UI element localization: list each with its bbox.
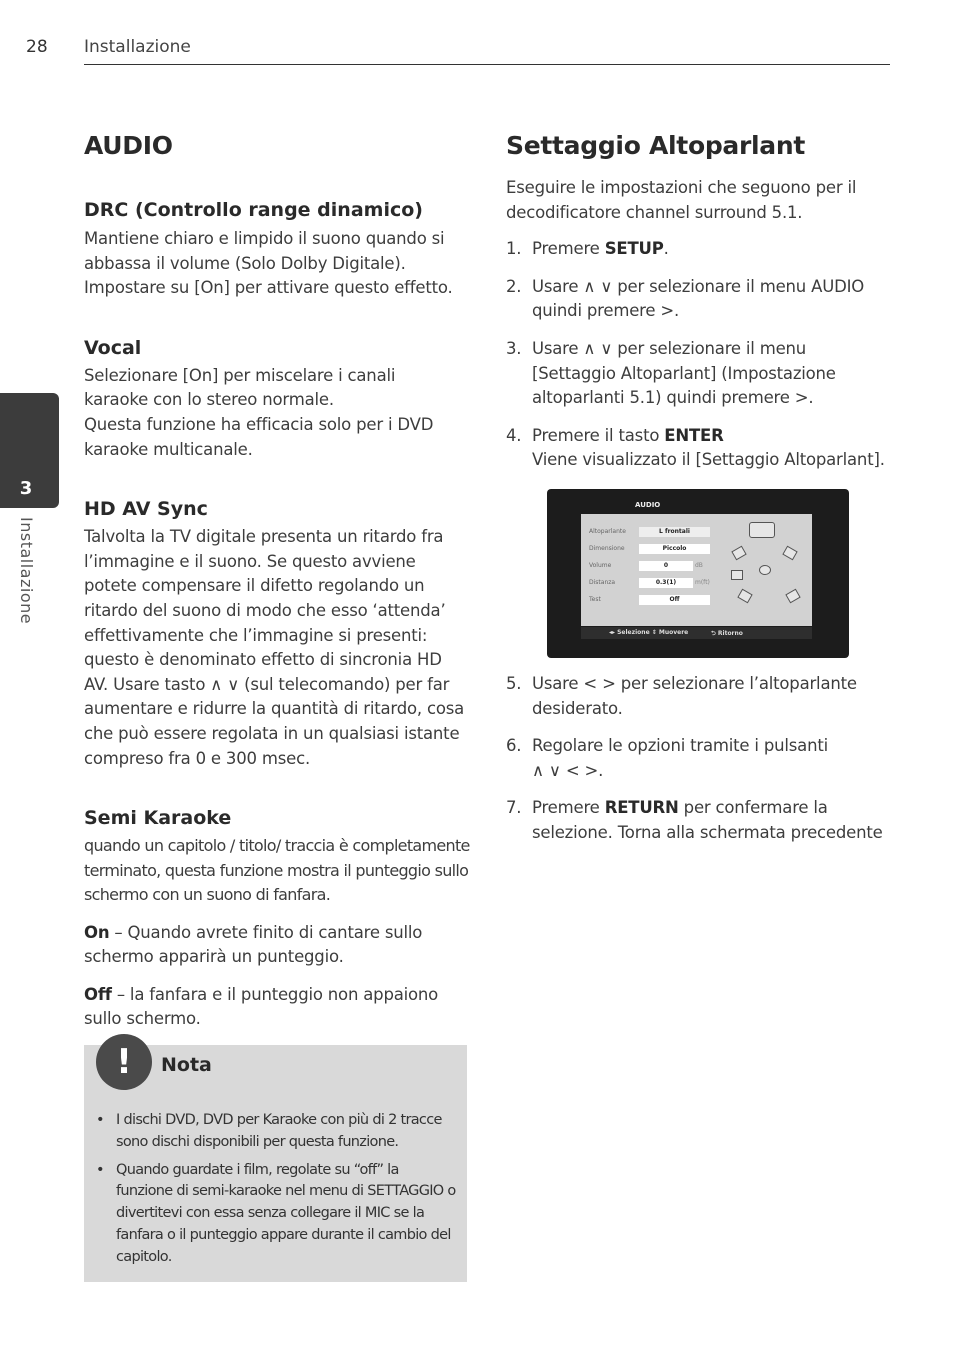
off-text: – la fanfara e il punteggio non appaiono sullo schermo. [84, 984, 439, 1029]
screen-label: Dimensione [589, 545, 625, 552]
note-item: • Quando guardate i film, regolate su “off” la funzione di semi-karaoke nel menu di SETTAGGIO o divertitevi con essa senza collegare il MIC se la fanfara o il punteggio appare durante il cambio del capitolo. [94, 1160, 456, 1269]
note-title: Nota [161, 1054, 212, 1076]
step: 2. Usare ∧ ∨ per selezionare il menu AUDIO quindi premere >. [506, 276, 865, 321]
screen-value: 0 [639, 561, 693, 571]
step: 5. Usare < > per selezionare l’altoparlante desiderato. [506, 674, 857, 718]
step: 1. Premere SETUP. [506, 239, 669, 259]
screen-label: Test [589, 596, 601, 603]
speaker-icon [785, 589, 800, 604]
speaker-setup-title: Settaggio Altoparlant [506, 131, 805, 160]
karaoke-heading: Semi Karaoke [84, 807, 232, 830]
drc-body: Mantiene chiaro e limpido il suono quando si abbassa il volume (Solo Dolby Digitale). Impostare su [On] per attivare questo effetto. [84, 229, 453, 298]
vocal-body-2: Questa funzione ha efficacia solo per i DVD karaoke multicanale. [84, 414, 434, 459]
screen-value: Piccolo [639, 544, 710, 554]
tv-icon [749, 522, 775, 538]
hdav-body: Talvolta la TV digitale presenta un ritardo fra l’immagine e il suono. Se questo avviene potete compensare il difetto regolando un ritardo del suono di modo che esso ‘attenda’ effettivamente che l’immagine si presenti: questo è denominato effetto di sincronia HD AV. Usare tasto ∧ ∨ (sul telecomando) per far aumentare e ridurre la quantità di ritardo, cosa che può essere regolata in un qualsiasi istante compreso fra 0 e 300 msec. [84, 527, 465, 768]
exclamation-icon: ! [96, 1034, 152, 1090]
screen-unit: dB [695, 562, 703, 569]
setup-screen [547, 489, 849, 658]
karaoke-on [84, 921, 434, 970]
screen-label: Distanza [589, 579, 616, 586]
note-list [94, 1110, 456, 1275]
speaker-icon [731, 546, 746, 561]
right-column [506, 128, 890, 473]
on-label: On [84, 922, 110, 942]
footer-select: ◂▸ Selezione ⇕ Muovere [609, 629, 689, 636]
vocal-body-1: Selezionare [On] per miscelare i canali karaoke con lo stereo normale. [84, 365, 396, 410]
speaker-icon [782, 546, 797, 561]
drc-heading: DRC (Controllo range dinamico) [84, 199, 423, 221]
steps-list-2 [506, 672, 890, 846]
karaoke-off [84, 983, 454, 1032]
karaoke-body: quando un capitolo / titolo/ traccia è completamente terminato, questa funzione mostra il punteggio sullo schermo con un suono di fanfara. [84, 836, 470, 905]
header-rule [84, 64, 890, 65]
audio-title: AUDIO [84, 131, 173, 160]
step: 6. Regolare le opzioni tramite i pulsanti ∧ ∨ < >. [506, 736, 828, 780]
left-column [84, 128, 470, 1032]
screen-unit: m(ft) [695, 579, 710, 586]
off-label: Off [84, 984, 112, 1004]
steps-list-1 [506, 237, 890, 473]
vocal-heading: Vocal [84, 336, 142, 359]
footer-return: ⮌ Ritorno [711, 630, 743, 637]
section-title: Installazione [84, 37, 191, 57]
right-column-lower [506, 672, 890, 846]
speaker-icon [737, 589, 752, 604]
hdav-heading: HD AV Sync [84, 498, 208, 521]
step: 3. Usare ∧ ∨ per selezionare il menu [Settaggio Altoparlant] (Impostazione altoparlanti 5.1) quindi premere >. [506, 338, 836, 408]
screen-value: L frontali [639, 527, 710, 537]
on-text: – Quando avrete finito di cantare sullo schermo apparirà un punteggio. [84, 922, 423, 967]
screen-footer [581, 627, 812, 639]
step: 7. Premere RETURN per confermare la selezione. Torna alla schermata precedente [506, 798, 883, 842]
intro: Eseguire le impostazioni che seguono per il decodificatore channel surround 5.1. [506, 178, 857, 222]
note-item: • I dischi DVD, DVD per Karaoke con più di 2 tracce sono dischi disponibili per questa funzione. [94, 1110, 456, 1154]
screen-value: Off [639, 595, 710, 605]
chapter-number: 3 [19, 478, 33, 499]
screen-panel [581, 514, 812, 626]
step: 4. Premere il tasto ENTER Viene visualizzato il [Settaggio Altoparlant]. [506, 425, 885, 470]
listener-icon [759, 565, 771, 575]
speaker-icon [731, 570, 743, 580]
screen-label: Volume [589, 562, 612, 569]
screen-label: Altoparlante [589, 528, 626, 535]
screen-title: AUDIO [635, 501, 661, 509]
screen-value: 0.3(1) [639, 578, 693, 588]
chapter-label: Installazione [17, 517, 36, 625]
page-number: 28 [26, 37, 48, 57]
